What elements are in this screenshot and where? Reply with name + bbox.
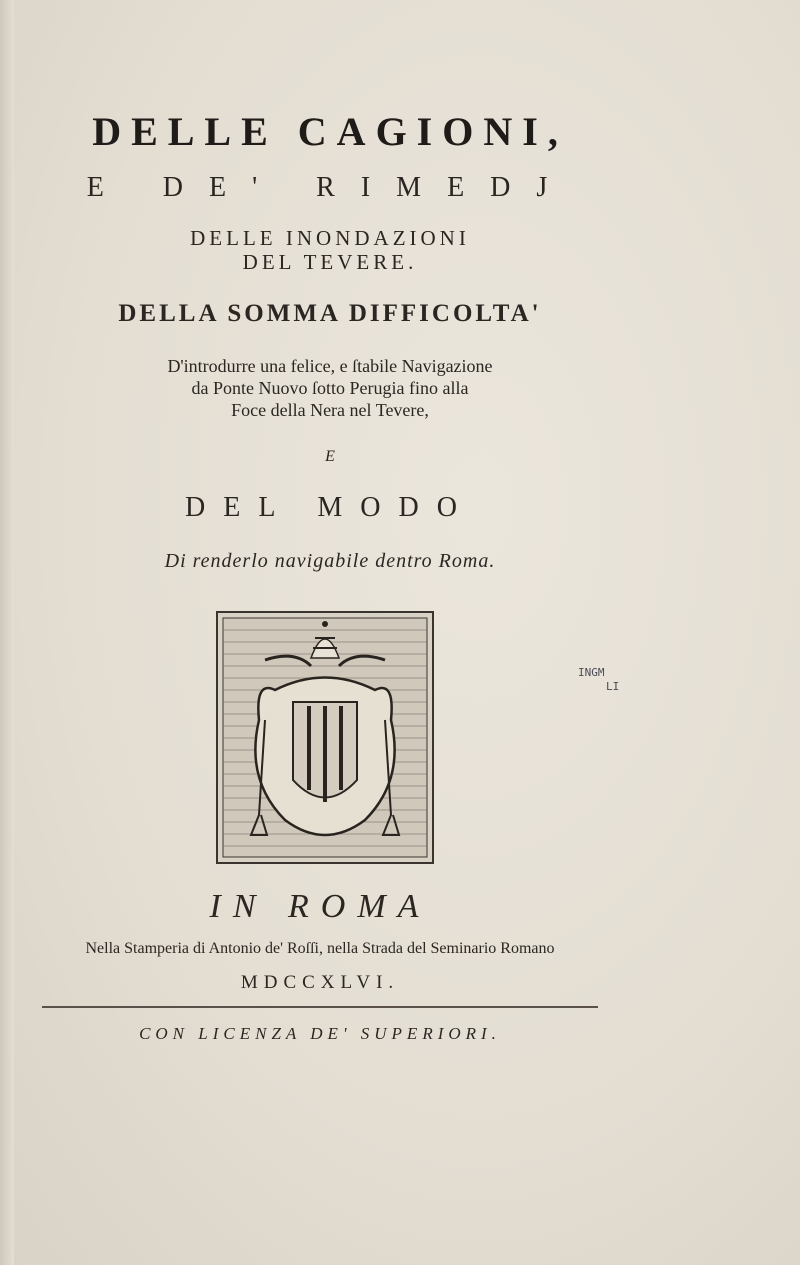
imprint-license: CON LICENZA DE' SUPERIORI.	[139, 1024, 501, 1043]
title-line-5: DELLA SOMMA DIFFICOLTA'	[118, 300, 542, 327]
subtitle-roma: Di renderlo navigabile dentro Roma.	[164, 550, 496, 572]
subtitle-line-1: D'introdurre una felice, e ſtabile Navigazione	[167, 356, 493, 376]
conjunction: E	[325, 448, 335, 465]
title-line-2: E DE' RIMEDJ	[86, 172, 574, 203]
title-line-1: DELLE CAGIONI,	[92, 109, 568, 154]
title-line-4: DEL TEVERE.	[242, 250, 418, 274]
divider-rule	[42, 1006, 598, 1008]
subtitle-line-2: da Ponte Nuovo ſotto Perugia fino alla	[191, 378, 469, 398]
imprint-place: IN ROMA	[209, 888, 431, 925]
library-stamp	[578, 666, 718, 712]
title-line-modo: DEL MODO	[185, 492, 475, 523]
imprint-printer: Nella Stamperia di Antonio de' Roſſi, nella Strada del Seminario Romano	[85, 940, 555, 957]
title-line-3: DELLE INONDAZIONI	[190, 226, 470, 250]
stamp-line-1: INGM	[578, 666, 605, 679]
papal-arms-vignette	[215, 610, 435, 865]
subtitle-line-3: Foce della Nera nel Tevere,	[231, 400, 429, 420]
stamp-line-2: LI	[606, 680, 620, 693]
imprint-year: MDCCXLVI.	[240, 972, 400, 993]
